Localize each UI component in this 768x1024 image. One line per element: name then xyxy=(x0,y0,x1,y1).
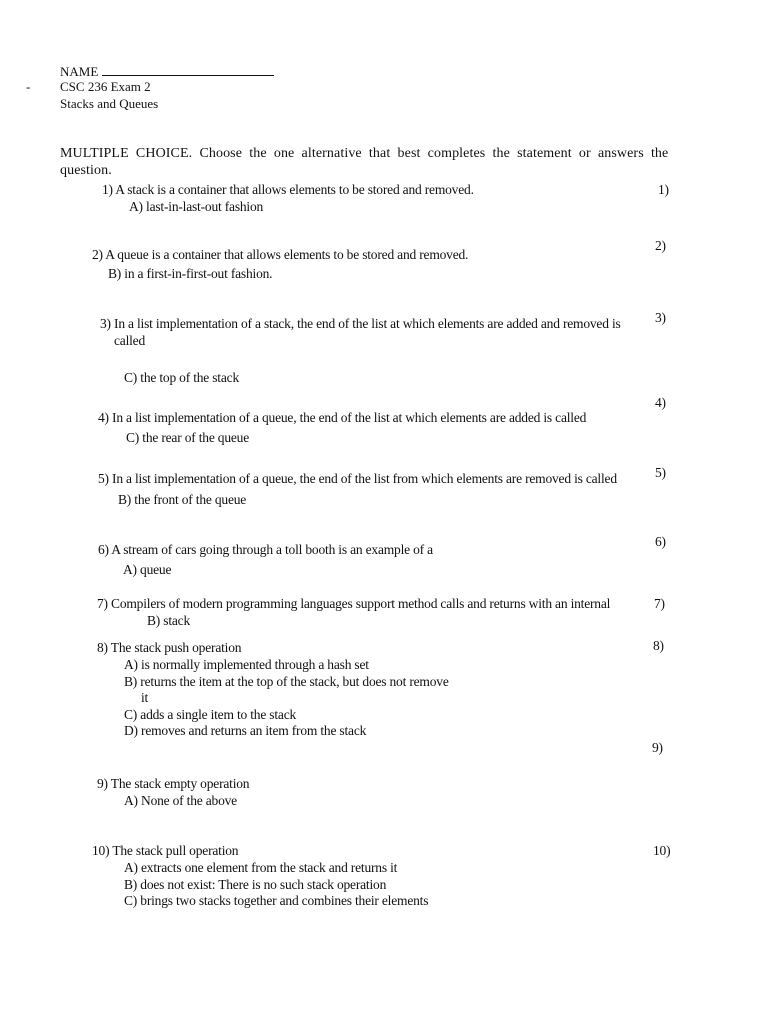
question-5-number: 5) xyxy=(655,465,666,480)
question-7-text: 7) Compilers of modern programming languages support method calls and returns with an internal xyxy=(97,596,611,611)
question-2-answer: B) in a first-in-first-out fashion. xyxy=(108,266,273,281)
question-8-answer-a: A) is normally implemented through a hash set xyxy=(124,657,369,672)
question-6-text: 6) A stream of cars going through a toll booth is an example of a xyxy=(98,542,433,557)
question-8-answer-d: D) removes and returns an item from the stack xyxy=(124,723,367,738)
question-7-number: 7) xyxy=(654,596,665,611)
question-10-text: 10) The stack pull operation xyxy=(92,843,239,858)
question-2-text: 2) A queue is a container that allows elements to be stored and removed. xyxy=(92,247,469,262)
question-4-text: 4) In a list implementation of a queue, the end of the list at which elements are added is called xyxy=(98,410,587,425)
question-3-text-cont: called xyxy=(114,333,146,348)
question-6-number: 6) xyxy=(655,534,666,549)
question-5-text: 5) In a list implementation of a queue, the end of the list from which elements are removed is called xyxy=(98,471,617,486)
question-9-text: 9) The stack empty operation xyxy=(97,776,250,791)
question-8-text: 8) The stack push operation xyxy=(97,640,242,655)
question-1-answer: A) last-in-last-out fashion xyxy=(129,199,264,214)
question-3-answer: C) the top of the stack xyxy=(124,370,239,385)
question-5-answer: B) the front of the queue xyxy=(118,492,247,507)
question-1-text: 1) A stack is a container that allows elements to be stored and removed. xyxy=(102,182,474,197)
question-4-answer: C) the rear of the queue xyxy=(126,430,250,445)
question-7-answer: B) stack xyxy=(147,613,191,628)
question-10-answer-b: B) does not exist: There is no such stack operation xyxy=(124,877,387,892)
name-line xyxy=(60,63,274,80)
question-10-answer-a: A) extracts one element from the stack and returns it xyxy=(124,860,398,875)
question-9-answer: A) None of the above xyxy=(124,793,237,808)
question-8-answer-b: B) returns the item at the top of the stack, but does not remove xyxy=(124,674,449,689)
question-4-number: 4) xyxy=(655,395,666,410)
question-10-number: 10) xyxy=(653,843,671,858)
question-8-answer-b-cont: it xyxy=(141,690,149,705)
instructions-line-2: question. xyxy=(60,163,112,178)
name-blank xyxy=(102,63,274,76)
question-8-answer-c: C) adds a single item to the stack xyxy=(124,707,297,722)
question-3-text: 3) In a list implementation of a stack, the end of the list at which elements are added and removed is xyxy=(100,316,621,331)
question-1-number: 1) xyxy=(658,182,669,197)
question-6-answer: A) queue xyxy=(123,562,172,577)
question-2-number: 2) xyxy=(655,238,666,253)
question-10-answer-c: C) brings two stacks together and combines their elements xyxy=(124,893,429,908)
margin-mark: - xyxy=(26,79,31,94)
question-9-number: 9) xyxy=(652,740,663,755)
instructions-line-1: MULTIPLE CHOICE. Choose the one alternative that best completes the statement or answers the xyxy=(60,146,669,161)
course-title: CSC 236 Exam 2 xyxy=(60,79,151,94)
exam-topic: Stacks and Queues xyxy=(60,96,159,111)
name-label: NAME xyxy=(60,64,99,79)
question-3-number: 3) xyxy=(655,310,666,325)
question-8-number: 8) xyxy=(653,638,664,653)
